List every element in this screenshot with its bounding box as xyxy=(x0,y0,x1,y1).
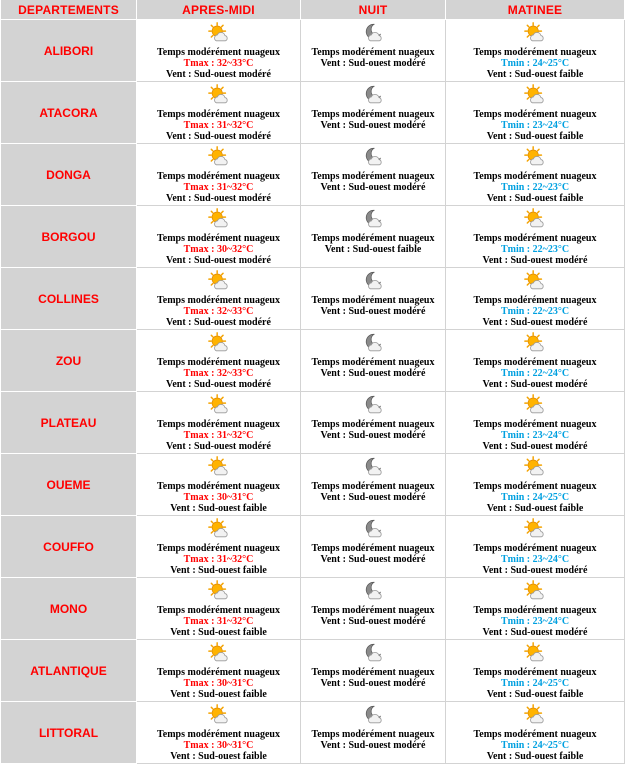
nuit-cell xyxy=(301,20,446,82)
moon-cloud-icon xyxy=(362,22,384,44)
wind-info: Vent : Sud-ouest faible xyxy=(486,193,584,204)
matinee-cell xyxy=(446,640,625,702)
sky-condition: Temps modérément nuageux xyxy=(473,233,597,244)
sky-condition: Temps modérément nuageux xyxy=(157,481,280,492)
sky-condition: Temps modérément nuageux xyxy=(311,47,435,58)
sun-cloud-icon xyxy=(524,704,546,726)
apres-midi-cell xyxy=(137,516,301,578)
nuit-cell xyxy=(301,578,446,640)
moon-cloud-icon xyxy=(362,518,384,540)
sun-cloud-icon xyxy=(208,208,230,230)
sky-condition: Temps modérément nuageux xyxy=(157,171,280,182)
sun-cloud-icon xyxy=(524,580,546,602)
apres-midi-cell xyxy=(137,82,301,144)
sky-condition: Temps modérément nuageux xyxy=(157,667,280,678)
matinee-cell xyxy=(446,20,625,82)
department-name: MONO xyxy=(1,578,137,640)
department-name: DONGA xyxy=(1,144,137,206)
wind-info: Vent : Sud-ouest modéré xyxy=(320,306,426,317)
wind-info: Vent : Sud-ouest faible xyxy=(486,751,584,762)
sun-cloud-icon xyxy=(524,332,546,354)
wind-info: Vent : Sud-ouest modéré xyxy=(482,441,588,452)
sky-condition: Temps modérément nuageux xyxy=(157,47,280,58)
wind-info: Vent : Sud-ouest faible xyxy=(170,565,267,576)
wind-info: Vent : Sud-ouest faible xyxy=(170,689,267,700)
temperature-min: Tmin : 22~23°C xyxy=(500,182,570,193)
sun-cloud-icon xyxy=(208,22,230,44)
nuit-cell xyxy=(301,392,446,454)
moon-cloud-icon xyxy=(362,146,384,168)
header-nuit: NUIT xyxy=(301,0,446,20)
sky-condition: Temps modérément nuageux xyxy=(157,233,280,244)
apres-midi-cell xyxy=(137,640,301,702)
matinee-cell xyxy=(446,392,625,454)
apres-midi-cell xyxy=(137,20,301,82)
temperature-max: Tmax : 30~31°C xyxy=(183,492,254,503)
wind-info: Vent : Sud-ouest faible xyxy=(486,131,584,142)
sky-condition: Temps modérément nuageux xyxy=(157,295,280,306)
wind-info: Vent : Sud-ouest modéré xyxy=(166,317,271,328)
sky-condition: Temps modérément nuageux xyxy=(473,357,597,368)
wind-info: Vent : Sud-ouest faible xyxy=(486,69,584,80)
header-matinee: MATINEE xyxy=(446,0,625,20)
sky-condition: Temps modérément nuageux xyxy=(311,171,435,182)
moon-cloud-icon xyxy=(362,394,384,416)
temperature-min: Tmin : 23~24°C xyxy=(500,616,570,627)
temperature-max: Tmax : 31~32°C xyxy=(183,430,254,441)
apres-midi-cell xyxy=(137,454,301,516)
sky-condition: Temps modérément nuageux xyxy=(311,233,435,244)
sun-cloud-icon xyxy=(208,580,230,602)
department-name: ALIBORI xyxy=(1,20,137,82)
wind-info: Vent : Sud-ouest modéré xyxy=(320,368,426,379)
sky-condition: Temps modérément nuageux xyxy=(473,47,597,58)
sun-cloud-icon xyxy=(524,456,546,478)
sky-condition: Temps modérément nuageux xyxy=(311,109,435,120)
sun-cloud-icon xyxy=(524,84,546,106)
department-name: OUEME xyxy=(1,454,137,516)
temperature-min: Tmin : 23~24°C xyxy=(500,120,570,131)
moon-cloud-icon xyxy=(362,84,384,106)
temperature-min: Tmin : 23~24°C xyxy=(500,554,570,565)
temperature-max: Tmax : 32~33°C xyxy=(183,306,254,317)
nuit-cell xyxy=(301,144,446,206)
sun-cloud-icon xyxy=(208,642,230,664)
wind-info: Vent : Sud-ouest modéré xyxy=(320,678,426,689)
moon-cloud-icon xyxy=(362,642,384,664)
wind-info: Vent : Sud-ouest faible xyxy=(486,689,584,700)
matinee-cell xyxy=(446,206,625,268)
sky-condition: Temps modérément nuageux xyxy=(473,543,597,554)
apres-midi-cell xyxy=(137,206,301,268)
sun-cloud-icon xyxy=(208,270,230,292)
sun-cloud-icon xyxy=(524,208,546,230)
wind-info: Vent : Sud-ouest modéré xyxy=(166,69,271,80)
matinee-cell xyxy=(446,454,625,516)
department-name: COLLINES xyxy=(1,268,137,330)
sun-cloud-icon xyxy=(524,270,546,292)
moon-cloud-icon xyxy=(362,580,384,602)
wind-info: Vent : Sud-ouest modéré xyxy=(320,492,426,503)
wind-info: Vent : Sud-ouest modéré xyxy=(320,120,426,131)
nuit-cell xyxy=(301,516,446,578)
apres-midi-cell xyxy=(137,268,301,330)
header-departements: DEPARTEMENTS xyxy=(1,0,137,20)
sun-cloud-icon xyxy=(208,146,230,168)
sun-cloud-icon xyxy=(208,394,230,416)
wind-info: Vent : Sud-ouest modéré xyxy=(482,627,588,638)
matinee-cell xyxy=(446,702,625,764)
sky-condition: Temps modérément nuageux xyxy=(157,729,280,740)
temperature-max: Tmax : 30~31°C xyxy=(183,678,254,689)
sky-condition: Temps modérément nuageux xyxy=(473,295,597,306)
temperature-max: Tmax : 31~32°C xyxy=(183,554,254,565)
sky-condition: Temps modérément nuageux xyxy=(473,481,597,492)
sky-condition: Temps modérément nuageux xyxy=(157,357,280,368)
sky-condition: Temps modérément nuageux xyxy=(473,605,597,616)
matinee-cell xyxy=(446,330,625,392)
wind-info: Vent : Sud-ouest modéré xyxy=(320,616,426,627)
department-name: ATACORA xyxy=(1,82,137,144)
sky-condition: Temps modérément nuageux xyxy=(473,729,597,740)
sun-cloud-icon xyxy=(208,704,230,726)
sun-cloud-icon xyxy=(208,84,230,106)
temperature-max: Tmax : 32~33°C xyxy=(183,58,254,69)
sky-condition: Temps modérément nuageux xyxy=(311,667,435,678)
temperature-max: Tmax : 31~32°C xyxy=(183,120,254,131)
sky-condition: Temps modérément nuageux xyxy=(157,109,280,120)
apres-midi-cell xyxy=(137,144,301,206)
sun-cloud-icon xyxy=(524,642,546,664)
temperature-max: Tmax : 30~32°C xyxy=(183,244,254,255)
nuit-cell xyxy=(301,640,446,702)
department-name: COUFFO xyxy=(1,516,137,578)
sky-condition: Temps modérément nuageux xyxy=(473,667,597,678)
sky-condition: Temps modérément nuageux xyxy=(311,481,435,492)
wind-info: Vent : Sud-ouest modéré xyxy=(482,255,588,266)
nuit-cell xyxy=(301,206,446,268)
moon-cloud-icon xyxy=(362,704,384,726)
sun-cloud-icon xyxy=(208,456,230,478)
wind-info: Vent : Sud-ouest faible xyxy=(170,503,267,514)
nuit-cell xyxy=(301,702,446,764)
temperature-min: Tmin : 22~23°C xyxy=(500,306,570,317)
sun-cloud-icon xyxy=(208,518,230,540)
sky-condition: Temps modérément nuageux xyxy=(157,543,280,554)
temperature-max: Tmax : 32~33°C xyxy=(183,368,254,379)
matinee-cell xyxy=(446,82,625,144)
temperature-min: Tmin : 23~24°C xyxy=(500,430,570,441)
wind-info: Vent : Sud-ouest modéré xyxy=(320,554,426,565)
matinee-cell xyxy=(446,516,625,578)
temperature-min: Tmin : 24~25°C xyxy=(500,492,570,503)
department-name: PLATEAU xyxy=(1,392,137,454)
temperature-min: Tmin : 24~25°C xyxy=(500,740,570,751)
apres-midi-cell xyxy=(137,392,301,454)
sky-condition: Temps modérément nuageux xyxy=(311,605,435,616)
temperature-min: Tmin : 24~25°C xyxy=(500,678,570,689)
sky-condition: Temps modérément nuageux xyxy=(473,109,597,120)
wind-info: Vent : Sud-ouest modéré xyxy=(320,430,426,441)
matinee-cell xyxy=(446,144,625,206)
wind-info: Vent : Sud-ouest modéré xyxy=(320,182,426,193)
header-apres-midi: APRES-MIDI xyxy=(137,0,301,20)
wind-info: Vent : Sud-ouest modéré xyxy=(166,441,271,452)
nuit-cell xyxy=(301,454,446,516)
nuit-cell xyxy=(301,82,446,144)
wind-info: Vent : Sud-ouest modéré xyxy=(482,379,588,390)
sky-condition: Temps modérément nuageux xyxy=(311,295,435,306)
wind-info: Vent : Sud-ouest modéré xyxy=(482,565,588,576)
temperature-min: Tmin : 22~23°C xyxy=(500,244,570,255)
wind-info: Vent : Sud-ouest modéré xyxy=(320,58,426,69)
sky-condition: Temps modérément nuageux xyxy=(473,171,597,182)
wind-info: Vent : Sud-ouest faible xyxy=(170,627,267,638)
matinee-cell xyxy=(446,268,625,330)
wind-info: Vent : Sud-ouest modéré xyxy=(166,131,271,142)
wind-info: Vent : Sud-ouest modéré xyxy=(320,740,426,751)
sky-condition: Temps modérément nuageux xyxy=(311,543,435,554)
moon-cloud-icon xyxy=(362,270,384,292)
sky-condition: Temps modérément nuageux xyxy=(157,605,280,616)
sun-cloud-icon xyxy=(524,22,546,44)
temperature-max: Tmax : 31~32°C xyxy=(183,616,254,627)
sun-cloud-icon xyxy=(524,518,546,540)
sky-condition: Temps modérément nuageux xyxy=(157,419,280,430)
moon-cloud-icon xyxy=(362,456,384,478)
temperature-min: Tmin : 22~24°C xyxy=(500,368,570,379)
department-name: LITTORAL xyxy=(1,702,137,764)
department-name: ATLANTIQUE xyxy=(1,640,137,702)
temperature-max: Tmax : 30~31°C xyxy=(183,740,254,751)
apres-midi-cell xyxy=(137,702,301,764)
moon-cloud-icon xyxy=(362,208,384,230)
wind-info: Vent : Sud-ouest faible xyxy=(324,244,422,255)
wind-info: Vent : Sud-ouest modéré xyxy=(166,255,271,266)
wind-info: Vent : Sud-ouest faible xyxy=(170,751,267,762)
wind-info: Vent : Sud-ouest modéré xyxy=(166,379,271,390)
nuit-cell xyxy=(301,268,446,330)
sky-condition: Temps modérément nuageux xyxy=(473,419,597,430)
sun-cloud-icon xyxy=(208,332,230,354)
wind-info: Vent : Sud-ouest modéré xyxy=(482,317,588,328)
sky-condition: Temps modérément nuageux xyxy=(311,357,435,368)
department-name: BORGOU xyxy=(1,206,137,268)
temperature-min: Tmin : 24~25°C xyxy=(500,58,570,69)
apres-midi-cell xyxy=(137,330,301,392)
nuit-cell xyxy=(301,330,446,392)
sun-cloud-icon xyxy=(524,394,546,416)
sky-condition: Temps modérément nuageux xyxy=(311,419,435,430)
sky-condition: Temps modérément nuageux xyxy=(311,729,435,740)
matinee-cell xyxy=(446,578,625,640)
moon-cloud-icon xyxy=(362,332,384,354)
wind-info: Vent : Sud-ouest faible xyxy=(486,503,584,514)
apres-midi-cell xyxy=(137,578,301,640)
temperature-max: Tmax : 31~32°C xyxy=(183,182,254,193)
sun-cloud-icon xyxy=(524,146,546,168)
department-name: ZOU xyxy=(1,330,137,392)
wind-info: Vent : Sud-ouest modéré xyxy=(166,193,271,204)
